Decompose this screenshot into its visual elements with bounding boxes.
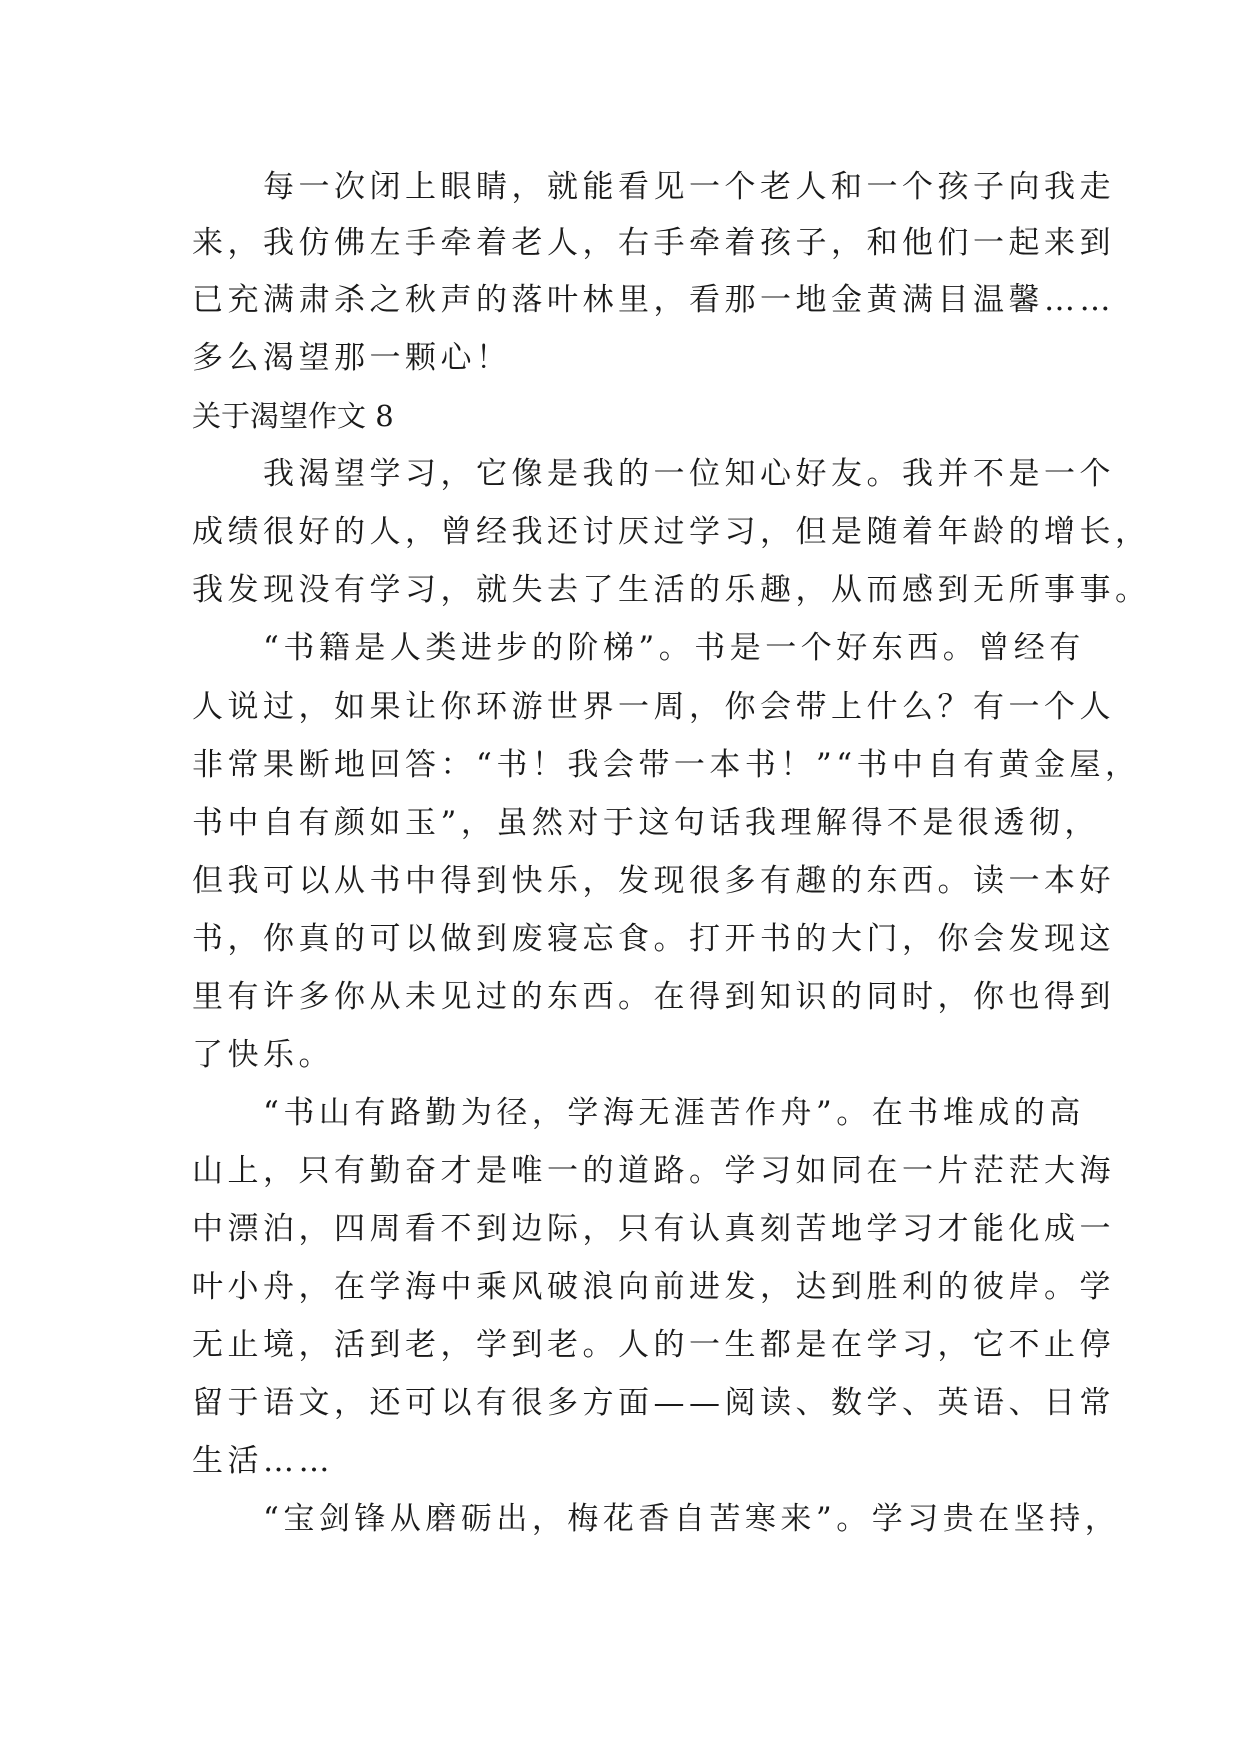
paragraph-line: 但我可以从书中得到快乐，发现很多有趣的东西。读一本好 <box>192 863 1115 899</box>
paragraph-line: 已充满肃杀之秋声的落叶林里，看那一地金黄满目温馨…… <box>192 282 1115 318</box>
paragraph-line: 成绩很好的人，曾经我还讨厌过学习，但是随着年龄的增长， <box>192 514 1151 550</box>
paragraph-line: 非常果断地回答：“书！我会带一本书！”“书中自有黄金屋， <box>192 747 1141 783</box>
paragraph-line: 人说过，如果让你环游世界一周，你会带上什么？有一个人 <box>192 689 1115 725</box>
paragraph-line: 多么渴望那一颗心！ <box>192 340 512 376</box>
paragraph-line: “宝剑锋从磨砺出，梅花香自苦寒来”。学习贵在坚持， <box>192 1501 1121 1537</box>
section-heading: 关于渴望作文 8 <box>192 399 394 433</box>
paragraph-line: 书，你真的可以做到废寝忘食。打开书的大门，你会发现这 <box>192 921 1115 957</box>
paragraph-line: 书中自有颜如玉”，虽然对于这句话我理解得不是很透彻， <box>192 805 1100 841</box>
paragraph-line: “书籍是人类进步的阶梯”。书是一个好东西。曾经有 <box>192 630 1085 666</box>
paragraph-line: 了快乐。 <box>192 1037 334 1073</box>
paragraph-line: 生活…… <box>192 1443 334 1479</box>
paragraph-line: 叶小舟，在学海中乘风破浪向前进发，达到胜利的彼岸。学 <box>192 1269 1115 1305</box>
paragraph-line: 里有许多你从未见过的东西。在得到知识的同时，你也得到 <box>192 979 1115 1015</box>
paragraph-line: “书山有路勤为径，学海无涯苦作舟”。在书堆成的高 <box>192 1095 1085 1131</box>
paragraph-line: 无止境，活到老，学到老。人的一生都是在学习，它不止停 <box>192 1327 1115 1363</box>
paragraph-line: 每一次闭上眼睛，就能看见一个老人和一个孩子向我走 <box>192 169 1115 205</box>
paragraph-line: 留于语文，还可以有很多方面——阅读、数学、英语、日常 <box>192 1385 1115 1421</box>
paragraph-line: 我渴望学习，它像是我的一位知心好友。我并不是一个 <box>192 456 1115 492</box>
paragraph-line: 山上，只有勤奋才是唯一的道路。学习如同在一片茫茫大海 <box>192 1153 1115 1189</box>
paragraph-line: 我发现没有学习，就失去了生活的乐趣，从而感到无所事事。 <box>192 572 1151 608</box>
paragraph-line: 中漂泊，四周看不到边际，只有认真刻苦地学习才能化成一 <box>192 1211 1115 1247</box>
paragraph-line: 来，我仿佛左手牵着老人，右手牵着孩子，和他们一起来到 <box>192 225 1115 261</box>
